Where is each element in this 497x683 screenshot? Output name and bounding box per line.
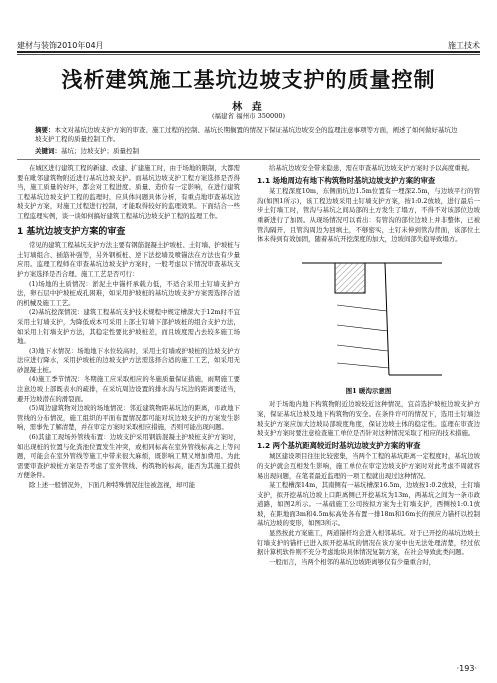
page-number: ·193· — [456, 664, 477, 673]
abstract — [35, 126, 462, 144]
keywords — [35, 147, 462, 156]
section-heading: 1 基坑边坡支护方案的审查 — [17, 226, 126, 237]
paragraph: 常见的建筑工程基坑支护方法主要有钢筋混凝土护坡桩、土钉墙、护坡桩与土钉墙组合、插筋补强等，另外钢板桩、逆下法挖墙及喷锚法在方法也有少量应用。监理工程师在审查基坑边坡支护方案时，一般考虑以下情况审查基坑支护方案选择是否合理、施工工艺是否可行： — [17, 241, 240, 278]
abstract-label: 摘要： — [35, 126, 55, 134]
figure-caption: 图1 暖沟示意图 — [345, 386, 392, 395]
keywords-text: 基坑；边坡支护；质量控制 — [61, 147, 139, 155]
paragraph: 对于场地内地下构筑物附近边坡较近这种情况，宜首选护坡桩边坡支护方案，保证基坑边坡及地下构筑物的安全。在条件许可的情况下，选用土钉墙边坡支护方案应加大边坡局部坡度角度，保证边坡土体的稳定性。监理在审查边坡支护方案时要注意检查施工单位是否针对这种情况采取了相应的技术措施。 — [257, 400, 480, 438]
subsection-heading: 1.1 场地周边有地下构筑物时基坑边坡支护方案的审查 — [257, 175, 436, 185]
left-column — [17, 164, 240, 491]
soil-nail — [337, 363, 389, 368]
paragraph: (2)基坑挖深情况：建筑工程基坑支护技术规程中规定槽深大于12m时不宜采用土钉墙支护，为降低成本可采用上部土钉墙下部护坡桩的组合支护方法，如采用上钉墙支护方法，其稳定性要比护坡桩差，而且坡度需占去较多施工场地。 — [17, 308, 240, 346]
journal-name: 建材与装饰2010年04月 — [17, 41, 104, 50]
soil-nail — [337, 345, 388, 351]
paragraph: 城区建设项目往往比较密集，当两个工程的基坑距离一定程度时，基坑边坡的支护就会互相发生影响，施工单位在审定边坡支护方案时对此考虑不周就容易出现问题，在笔者最近监理的一项工程就出现过这种情况。 — [257, 452, 480, 480]
slope-line — [385, 263, 389, 375]
header-rule — [17, 51, 480, 53]
paragraph: 给基坑边坡安全带来隐患，需在审查基坑边坡支护方案时予以高度重视。 — [269, 164, 474, 172]
subsection-heading: 1.2 两个基坑距离较近时基坑边坡支护方案的审查 — [257, 440, 421, 450]
header-rule-thin — [17, 54, 480, 55]
abstract-text: 本文对基坑边坡支护方案的审查、施工过程的控制、基坑长期搁置的情况下保证基坑边坡安全的监理注意事项等方面，阐述了如何做好基坑边坡支护工程的质量控制工作。 — [35, 126, 458, 143]
trench-diagram — [297, 245, 447, 383]
affiliation: (福建省 福州市 350000) — [211, 112, 286, 120]
paragraph: (1)场地的土质情况：淤泥土中锚杆承载力低，不适合采用土钉墙支护方法，卵石层中护坡桩成孔困难，如采用护坡桩的基坑边坡支护方案需选择合适的机械及施工工艺。 — [17, 279, 240, 307]
figure-1 — [257, 245, 480, 385]
paragraph: (4)施工季节情况：冬期施工应采取相应的冬施质量保证措施，雨期施工要注意边坡上部既表水的疏排，在采坑周边设置的排水沟与坑边的距离要适当，避开边坡潜在的滑裂面。 — [17, 375, 240, 403]
soil-nail — [337, 325, 388, 331]
intro-paragraph: 在城区进行建筑工程的新建、改建、扩建施工时，由于场地的限制，大都需要在毗邻建筑物附近进行基坑边坡支护。而基坑边坡支护工程方案选择是否得当，施工质量的好坏，都会对工程进度、质量、造价有一定影响，在进行建筑工程基坑边坡支护工程的监理时，应具体问题具体分析，有重点地审查基坑边坡支护方案，对施工过程进行控制，才能取得较好的监理效果。下面结合一些工程监理实例，谈一谈如何搞好建筑工程基坑边坡支护工程的监理工作。 — [17, 164, 240, 220]
section-name: 施工技术 — [448, 41, 480, 50]
article-title: 浅析建筑施工基坑边坡支护的质量控制 — [61, 68, 436, 92]
paragraph: 某工程槽深14m，其南侧有一基坑槽深16.5m，边坡按1:0.2放坡，土钉墙支护，拟开挖基坑边坡上口距离侧已开挖基坑为13m，两基坑之间为一条市政道路，如图2所示。一基础施工公司按拟方案为土钉墙支护，西侧按1:0.1放坡，在距地面3m和4.5m标高处各布置一排18m和16m长的预应力锚杆以控制基坑边坡的变形，如图3所示。 — [257, 481, 480, 528]
paragraph: 某工程深度10m，东侧面坑边1.5m位置有一埋深2.5m，与边坡平行的管沟(如图1所示)，该工程边坡采用土钉墙支护方案，按1:0.2放坡，进行最后一步土钉墙工时，管沟与基坑之间局部的土方发生了塌方，不得不对该部位边坡重新进行了加固。从现场情况可以看出：有管沟的部位边坡上并非整体，已被管沟隔开，且管沟周边为回填土，不够密实，土钉未伸到管沟背面，该部位土体未得到有效加固，随着基坑开挖深度的加大，边坡间部失稳导致塌方。 — [257, 187, 480, 244]
trench-hatch — [335, 263, 365, 293]
paragraph: 显然按此方案施工，两道锚杆均会进入相邻基坑。对于已开挖的基坑边坡土钉墙支护的锚杆已进入拟开挖基坑的情况在该方案中也无法处理清楚，经过依据计算机软件则不充分考虑地块具体情况复制方案，在社会导致此类问题。 — [257, 529, 480, 557]
keywords-label: 关键词： — [35, 147, 61, 155]
paragraph: 一般而言，当两个相邻的基坑边坡距离够仅有少量重合时， — [269, 557, 436, 566]
soil-nail — [337, 305, 387, 311]
right-column — [257, 164, 480, 567]
abstract-separator — [17, 159, 480, 160]
author: 林 垚 — [232, 102, 265, 113]
paragraph: (5)周边建筑物对边坡的场地情况：邻近建筑物距基坑边的距离，市政地下管线的分布情况，施工组织的平面布置情况都可能对坑边坡支护的方案发生影响，需事先了解清楚，并在审定方案时采取相应措施，否则可能出现问题。 — [17, 404, 240, 432]
paragraph: (3)地下水情况：场地地下水位较高时，采用土钉墙或护坡桩的边坡支护方法应进行降水，采用护坡桩的边坡支护方法需选择合适的施工工艺，如采用无砂混凝土桩。 — [17, 346, 240, 374]
paragraph: 除上述一般情况外，下面几种特殊情况往往被忽视，却可能 — [29, 481, 196, 489]
paragraph: (6)其建工现场外管线布置：边坡支护采用钢筋混凝土护坡桩支护方案时，如出现桩的位置与化粪池位置发生冲突，或相同标高在室外管线标高之上等问题，可能会在室外管线等施工中带来很大麻烦，既影响工期又增加费用。为此需要审查护坡桩方案是否考虑了室外管线、构筑物的标高，能否为其施工提供方便条件。 — [17, 433, 240, 480]
